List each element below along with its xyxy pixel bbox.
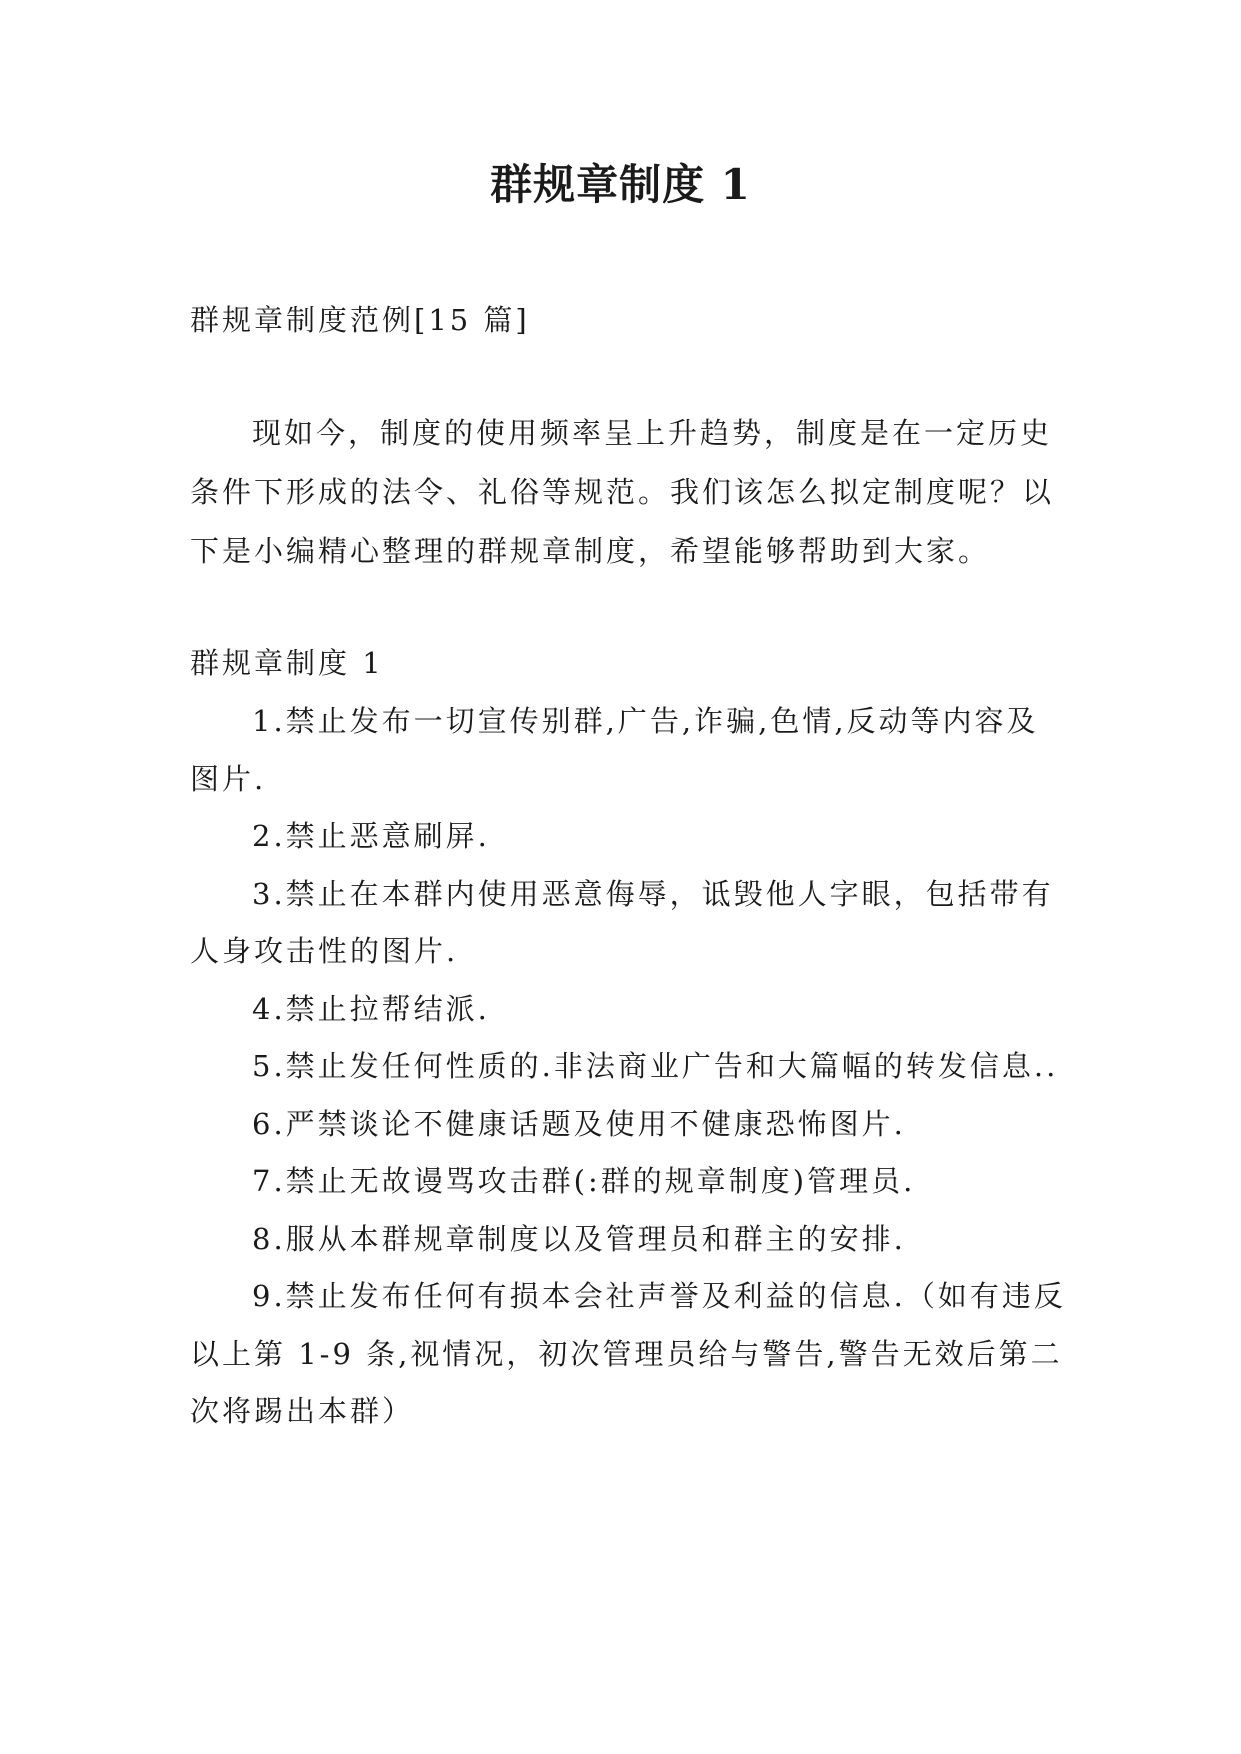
rule-item: 3.禁止在本群内使用恶意侮辱，诋毁他人字眼，包括带有人身攻击性的图片. bbox=[190, 876, 1054, 968]
rule-item: 8.服从本群规章制度以及管理员和群主的安排. bbox=[252, 1221, 906, 1256]
document-subtitle: 群规章制度范例[15 篇] bbox=[190, 303, 530, 337]
section-heading: 群规章制度 1 bbox=[190, 646, 384, 680]
intro-paragraph: 现如今，制度的使用频率呈上升趋势，制度是在一定历史条件下形成的法令、礼俗等规范。我们该怎么拟定制度呢？以下是小编精心整理的群规章制度，希望能够帮助到大家。 bbox=[190, 416, 1055, 568]
rule-item: 5.禁止发任何性质的.非法商业广告和大篇幅的转发信息.. bbox=[252, 1049, 1059, 1083]
rules-list bbox=[190, 693, 1070, 1441]
rule-item: 7.禁止无故谩骂攻击群(:群的规章制度)管理员. bbox=[252, 1164, 916, 1198]
rule-item: 4.禁止拉帮结派. bbox=[252, 991, 490, 1026]
rule-item: 9.禁止发布任何有损本会社声誉及利益的信息.（如有违反以上第 1-9 条,视情况，初次管理员给与警告,警告无效后第二次将踢出本群） bbox=[190, 1279, 1066, 1428]
rule-item: 1.禁止发布一切宣传别群,广告,诈骗,色情,反动等内容及图片. bbox=[190, 704, 1039, 796]
rule-item: 6.严禁谈论不健康话题及使用不健康恐怖图片. bbox=[252, 1106, 906, 1141]
rule-item: 2.禁止恶意刷屏. bbox=[252, 819, 490, 853]
document-title: 群规章制度 1 bbox=[490, 160, 751, 209]
